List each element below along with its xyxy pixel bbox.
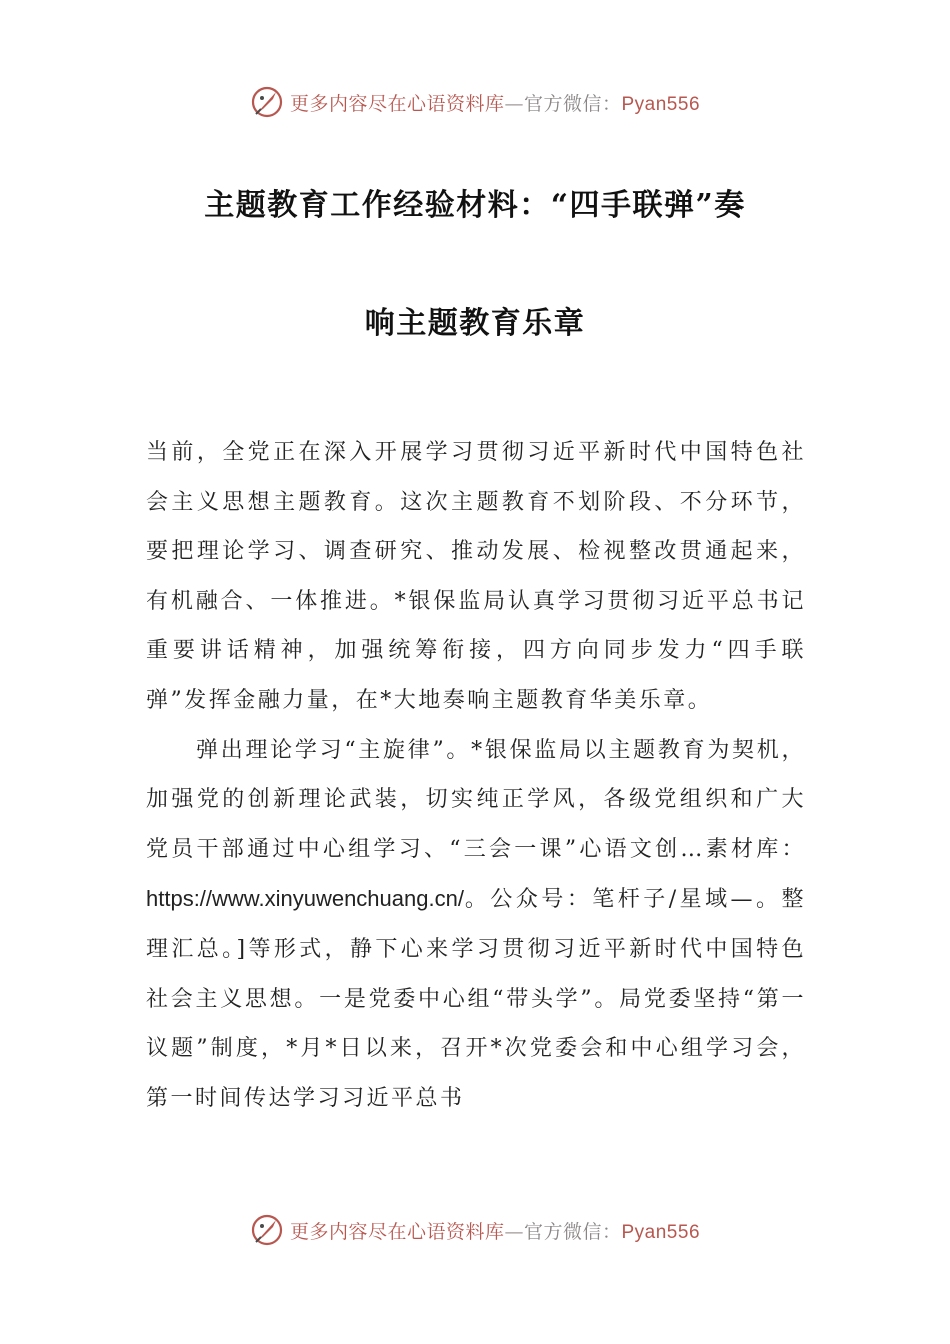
resource-url-link[interactable]: https://www.xinyuwenchuang.cn/ [146,886,464,912]
header-dash: — [504,92,524,115]
paragraph-theory-study-part-1: 弹出理论学习“主旋律”。*银保监局以主题教育为契机，加强党的创新理论武装，切实纯正学风，各级党组织和广大党员干部通过中心组学习、“三会一课”心语文创…素材库： [146,737,806,862]
header-wechat-handle: Pyan556 [621,93,701,115]
footer-contact-label: 官方微信： [523,1220,622,1243]
footer-dash: — [504,1220,524,1243]
header-site-name: 更多内容尽在心语资料库 [289,92,505,115]
paragraph-theory-study [146,726,806,1124]
header-contact-label: 官方微信： [523,92,622,115]
article-body [146,428,806,1123]
footer-site-name: 更多内容尽在心语资料库 [289,1220,505,1243]
header-banner-text [290,89,700,116]
footer-banner-text [290,1217,700,1244]
header-banner [0,82,950,122]
footer-banner [0,1210,950,1250]
page-title-line-1: 主题教育工作经验材料：“四手联弹”奏 [204,188,746,223]
quill-logo-icon [250,85,284,119]
page-title-line-2: 响主题教育乐章 [364,306,586,341]
paragraph-theory-study-part-2: 。公众号：笔杆子/星域—。整理汇总。]等形式，静下心来学习贯彻习近平新时代中国特色社会主义思想。一是党委中心组“带头学”。局党委坚持“第一议题”制度，*月*日以来，召开*次党委会和中心组学习会，第一时间传达学习习近平总书 [146,887,806,1111]
quill-logo-icon [250,1213,284,1247]
paragraph-intro: 当前，全党正在深入开展学习贯彻习近平新时代中国特色社会主义思想主题教育。这次主题教育不划阶段、不分环节，要把理论学习、调查研究、推动发展、检视整改贯通起来，有机融合、一体推进。*银保监局认真学习贯彻习近平总书记重要讲话精神，加强统筹衔接，四方向同步发力“四手联弹”发挥金融力量，在*大地奏响主题教育华美乐章。 [146,440,806,713]
footer-wechat-handle: Pyan556 [621,1221,701,1243]
